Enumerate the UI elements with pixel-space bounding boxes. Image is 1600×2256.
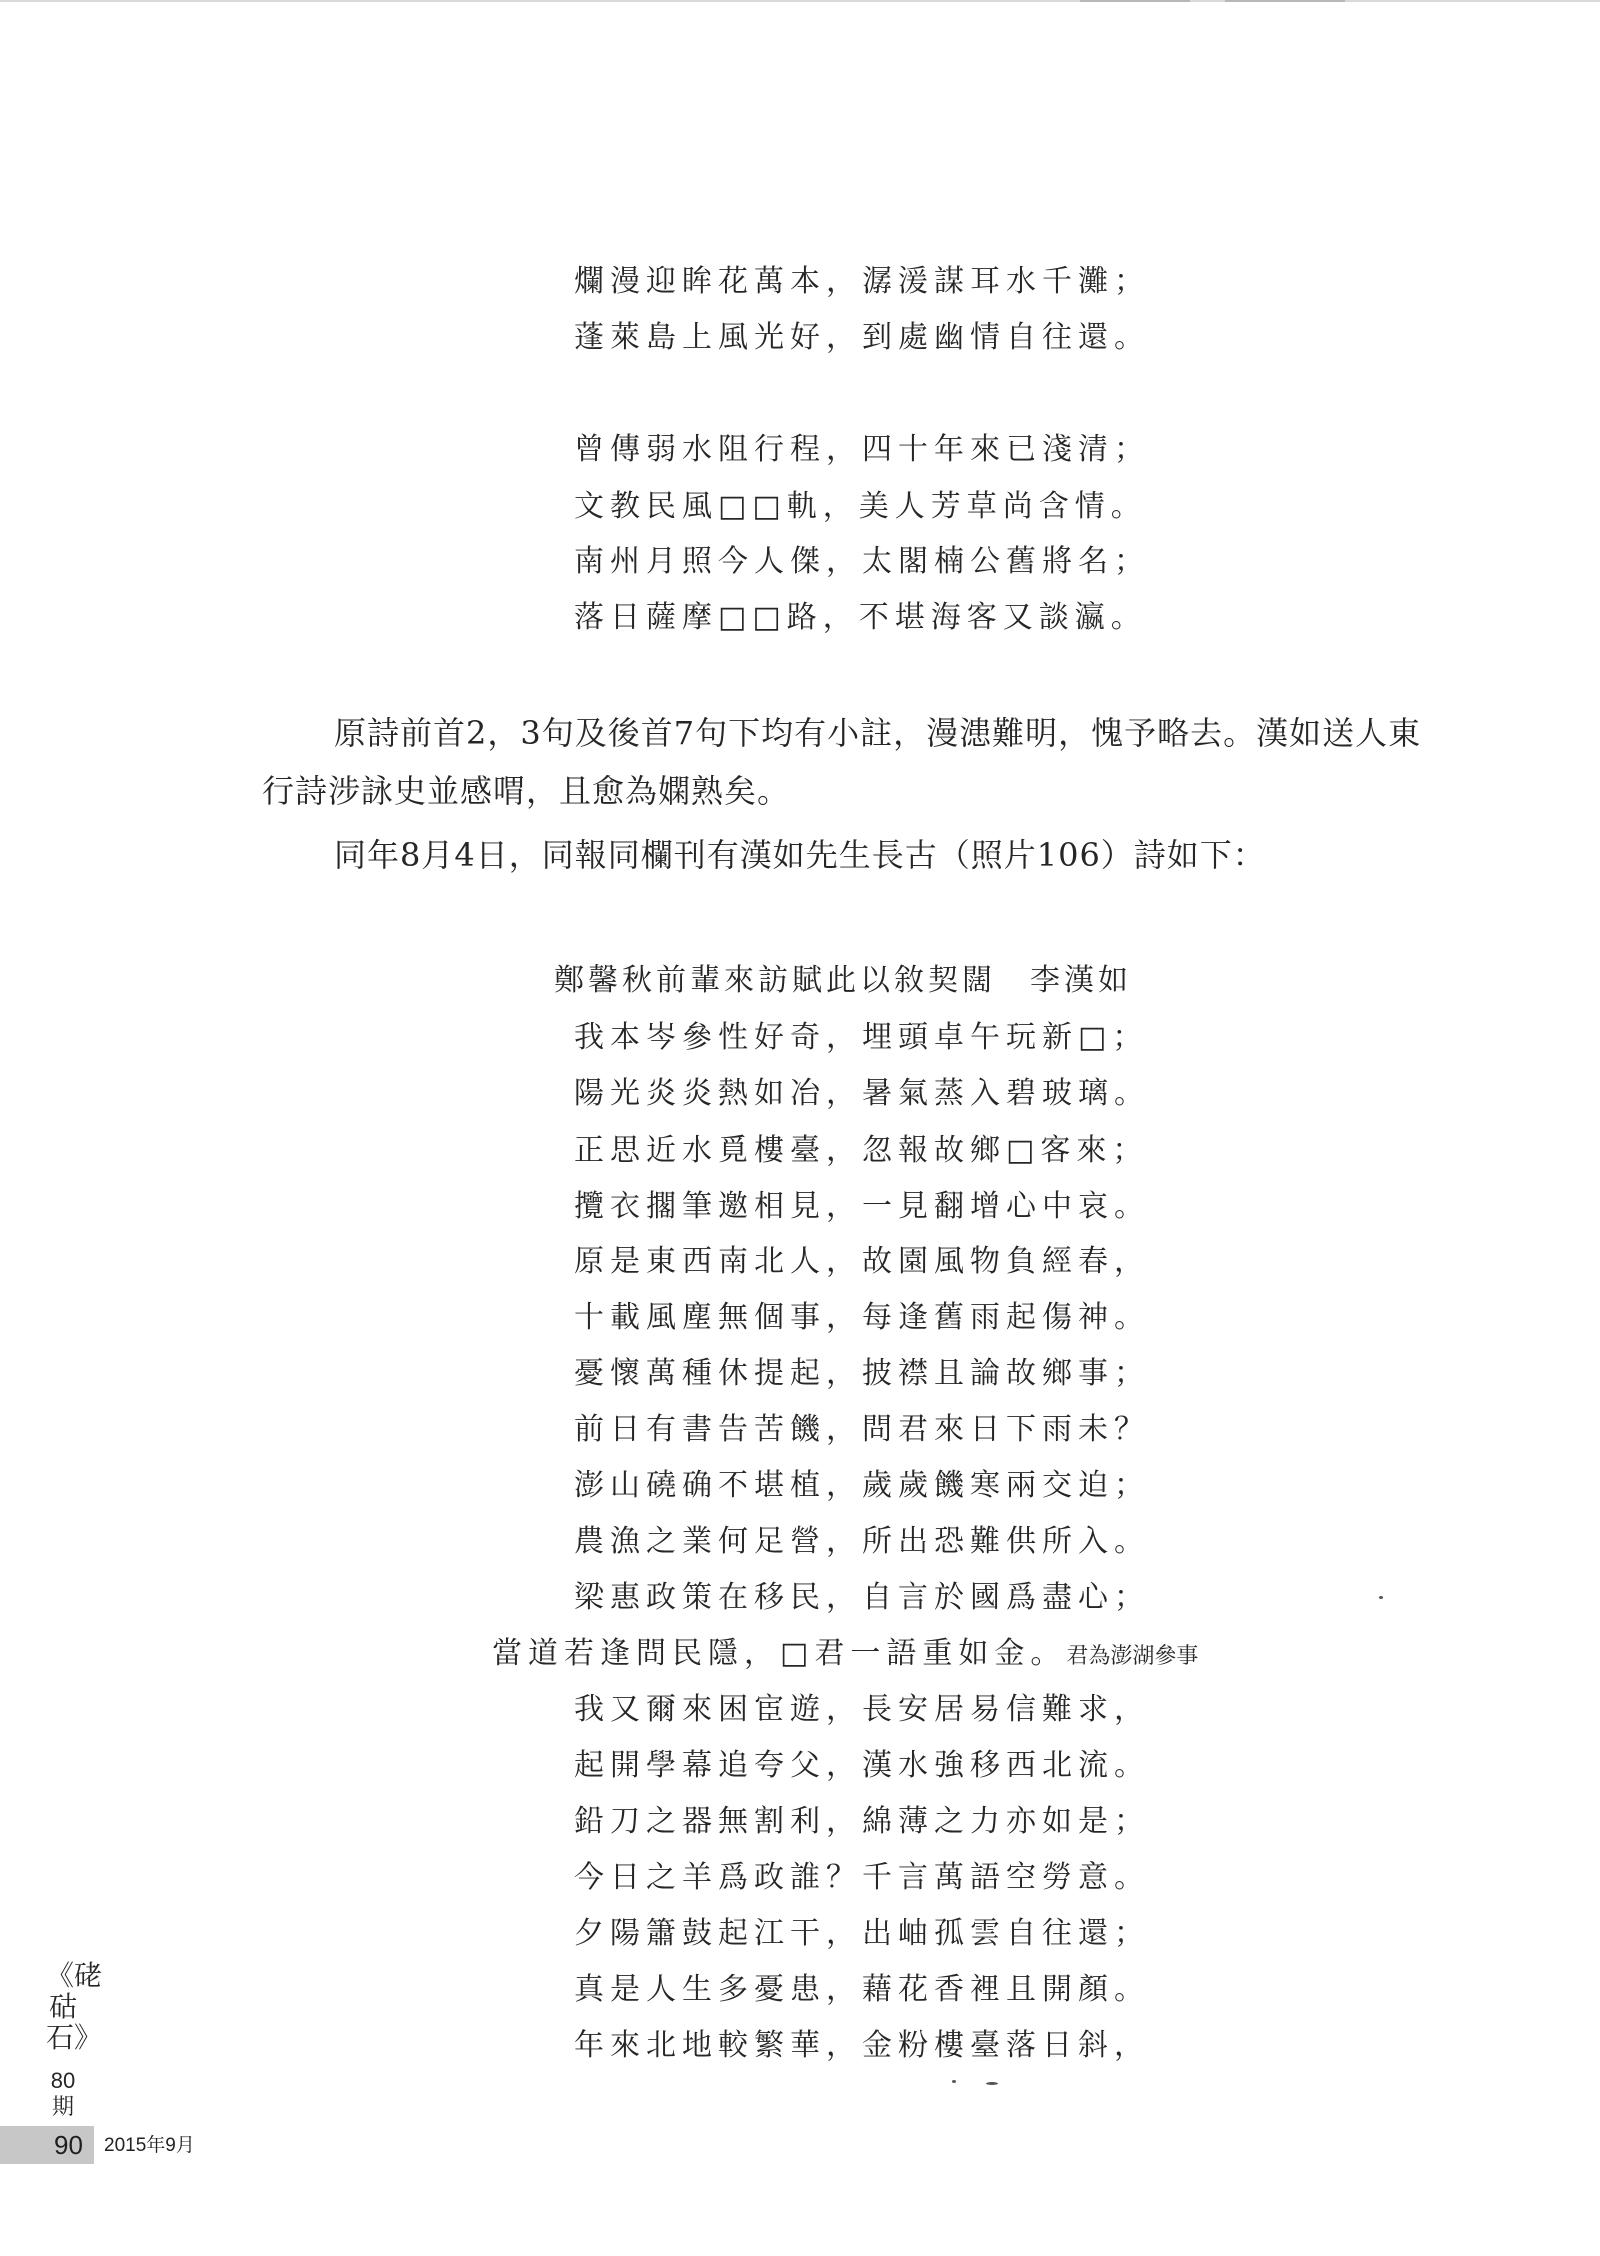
poem3-line-1: 我本岑參性好奇，埋頭卓午玩新□； [574, 1020, 1149, 1055]
poem3-line-12-note: 君為澎湖參事 [1066, 1644, 1199, 1669]
scan-speck [986, 2082, 998, 2085]
poem3-line-19: 年來北地較繁華，金粉樓臺落日斜， [574, 2028, 1150, 2063]
poem1-line-1: 爛漫迎眸花萬本，潺湲謀耳水千灘； [574, 264, 1150, 299]
poem3-line-11: 梁惠政策在移民，自言於國爲盡心； [574, 1580, 1150, 1615]
poem1-line-2: 蓬萊島上風光好，到處幽情自往還。 [574, 320, 1150, 355]
poem3-line-3: 正思近水覓樓臺，忽報故鄉□客來； [574, 1133, 1149, 1168]
poem3-line-2: 陽光炎炎熱如冶，暑氣蒸入碧玻璃。 [574, 1076, 1150, 1111]
top-border-segment [1225, 0, 1345, 2]
poem3-line-9: 澎山磽确不堪植，歲歲饑寒兩交迫； [574, 1468, 1150, 1503]
poem3-title: 鄭馨秋前輩來訪賦此以敘契闊 李漢如 [554, 963, 1132, 998]
poem3-line-16: 今日之羊爲政誰？千言萬語空勞意。 [574, 1860, 1150, 1895]
poem2-line-2: 文教民風□□軌，美人芳草尚含情。 [574, 489, 1147, 524]
poem3-line-6: 十載風塵無個事，每逢舊雨起傷神。 [574, 1300, 1150, 1335]
scan-speck [952, 2080, 956, 2083]
poem3-line-15: 鉛刀之器無割利，綿薄之力亦如是； [574, 1804, 1150, 1839]
poem3-line-10: 農漁之業何足營，所出恐難供所入。 [574, 1524, 1150, 1559]
poem3-line-7: 憂懷萬種休提起，披襟且論故鄉事； [574, 1356, 1150, 1391]
poem3-line-18: 真是人生多憂患，藉花香裡且開顏。 [574, 1972, 1150, 2007]
poem3-line-12 [492, 1634, 1198, 1677]
scan-speck [1379, 1596, 1383, 1599]
poem3-line-5: 原是東西南北人，故園風物負經春， [574, 1244, 1150, 1279]
poem2-line-1: 曾傳弱水阻行程，四十年來已淺清； [574, 432, 1150, 467]
issue-number: 80期 [50, 2068, 76, 2119]
journal-title-vertical: 《硓𥑮石》 [46, 1959, 103, 2054]
poem2-line-4: 落日薩摩□□路，不堪海客又談瀛。 [574, 600, 1147, 635]
prose-paragraph-1-line-2: 行詩涉詠史並感喟，且愈為嫻熟矣。 [262, 772, 791, 810]
prose-paragraph-2: 同年8月4日，同報同欄刊有漢如先生長古（照片106）詩如下： [334, 836, 1266, 874]
page-number: 90 [54, 2130, 83, 2160]
poem3-line-12-text: 當道若逢問民隱，□君一語重如金。 [492, 1636, 1067, 1671]
top-border-segment [1080, 0, 1190, 2]
poem3-line-13: 我又爾來困宦遊，長安居易信難求， [574, 1692, 1150, 1727]
poem3-line-14: 起開學幕追夸父，漢水強移西北流。 [574, 1748, 1150, 1783]
top-border [0, 0, 1600, 2]
poem2-line-3: 南州月照今人傑，太閣楠公舊將名； [574, 544, 1150, 579]
poem3-line-17: 夕陽簫鼓起江干，出岫孤雲自往還； [574, 1916, 1150, 1951]
prose-paragraph-1-line-1: 原詩前首2，3句及後首7句下均有小註，漫漶難明，愧予略去。漢如送人東 [334, 714, 1422, 752]
publication-date: 2015年9月 [104, 2135, 195, 2156]
poem3-line-8: 前日有書告苦饑，問君來日下雨未？ [574, 1412, 1150, 1447]
poem3-line-4: 攬衣擱筆邀相見，一見翻增心中哀。 [574, 1189, 1150, 1224]
